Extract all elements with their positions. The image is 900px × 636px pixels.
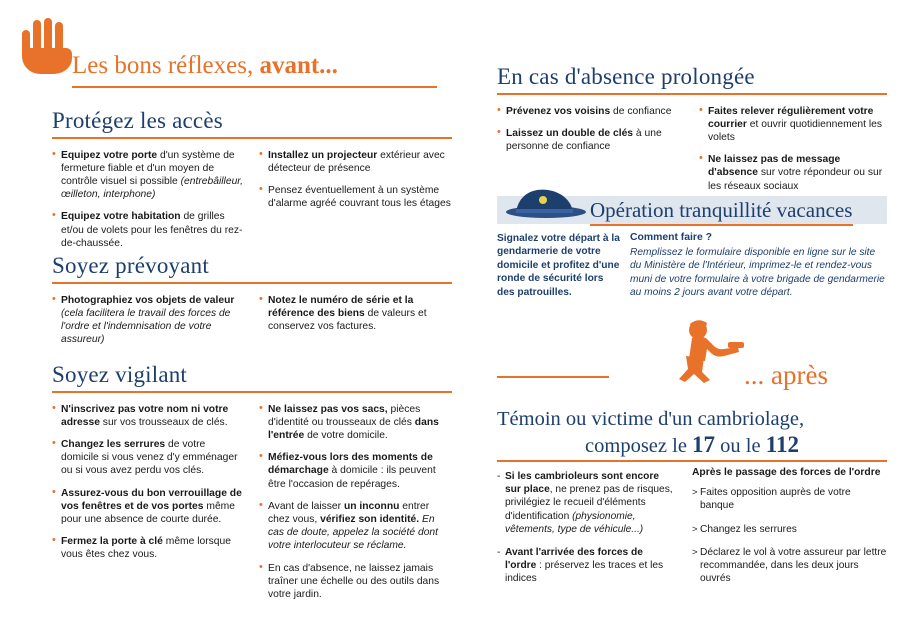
list-item: • Prévenez vos voisins de confiance	[497, 105, 685, 118]
divider	[52, 391, 452, 393]
section-proteger-title: Protégez les accès	[52, 108, 223, 133]
list-item: > Faites opposition auprès de votre banque	[692, 486, 887, 512]
otv-question: Comment faire ?	[630, 232, 712, 243]
banner-title-plain: Les bons réflexes,	[72, 52, 260, 79]
temoin-compose-label: composez le	[585, 435, 693, 457]
list-prevoyant-col2	[259, 294, 452, 334]
gendarme-cap-icon	[503, 182, 589, 222]
list-item: • N'inscrivez pas votre nom ni votre adresse sur vos trousseaux de clés.	[52, 403, 245, 429]
list-item: > Déclarez le vol à votre assureur par lettre recommandée, dans les deux jours ouvrés	[692, 546, 887, 586]
divider	[52, 137, 452, 139]
section-vigilant-title: Soyez vigilant	[52, 362, 188, 387]
temoin-col2-title: Après le passage des forces de l'ordre	[692, 467, 881, 478]
list-item: - Si les cambrioleurs sont encore sur place, ne prenez pas de risques, privilégiez le recueil d'éléments d'identification (physionomie, vêtements, type de véhicule...)	[497, 470, 677, 536]
list-temoin-col1	[497, 470, 677, 586]
otv-left-text: Signalez votre départ à la gendarmerie de votre domicile et profitez d'une ronde de sécurité lors des patrouilles.	[497, 233, 620, 298]
banner-title-bold: avant...	[259, 52, 338, 79]
otv-answer: Remplissez le formulaire disponible en ligne sur le site du Ministère de l'Intérieur, imprimez-le et rendez-vous muni de votre formulaire à votre brigade de gendarmerie au moins 2 jours avant votre départ.	[630, 247, 885, 299]
list-item: > Changez les serrures	[692, 523, 887, 536]
section-prevoyant	[52, 253, 452, 355]
divider	[52, 282, 452, 284]
list-item: • Installez un projecteur extérieur avec détecteur de présence	[259, 149, 452, 175]
list-absence-col1	[497, 105, 685, 154]
list-proteger-col2	[259, 149, 452, 211]
list-proteger-col1	[52, 149, 245, 250]
list-item: • Notez le numéro de série et la référence des biens de valeurs et conservez vos factures.	[259, 294, 452, 334]
list-temoin-col2	[692, 486, 887, 585]
list-item: • Equipez votre porte d'un système de fermeture fiable et d'un moyen de contrôle visuel si possible (entrebâilleur, œilleton, interphone)	[52, 149, 245, 202]
list-item: • Ne laissez pas vos sacs, pièces d'identité ou trousseaux de clés dans l'entrée de votre domicile.	[259, 403, 452, 443]
list-item: • Equipez votre habitation de grilles et/ou de volets pour les fenêtres du rez-de-chaussée.	[52, 210, 245, 250]
list-item: • Changez les serrures de votre domicile si vous venez d'y emménager ou si vous avez perdu vos clés.	[52, 438, 245, 478]
apres-rule	[497, 376, 609, 378]
list-vigilant-col2	[259, 403, 452, 602]
temoin-title-line1: Témoin ou victime d'un cambriolage,	[497, 408, 805, 430]
list-item: • Méfiez-vous lors des moments de démarchage à domicile : ils peuvent être l'occasion de repérages.	[259, 451, 452, 491]
list-item: - Avant l'arrivée des forces de l'ordre : préservez les traces et les indices	[497, 546, 677, 586]
section-proteger	[52, 108, 452, 259]
list-vigilant-col1	[52, 403, 245, 562]
emergency-number-112: 112	[765, 432, 799, 457]
list-item: • Laissez un double de clés à une personne de confiance	[497, 127, 685, 153]
apres-label: ... après	[744, 360, 828, 390]
temoin-col2	[692, 466, 887, 595]
list-absence-col2	[699, 105, 887, 193]
list-item: • Avant de laisser un inconnu entrer chez vous, vérifiez son identité. En cas de doute, appelez la société dont votre interlocuteur se réclame.	[259, 500, 452, 553]
section-absence-title: En cas d'absence prolongée	[497, 64, 755, 89]
otv-title: Opération tranquillité vacances	[590, 198, 853, 222]
emergency-number-17: 17	[692, 432, 716, 457]
temoin-title-line2	[497, 432, 887, 459]
temoin-title	[497, 406, 887, 459]
hand-icon	[18, 18, 76, 74]
list-item: • Ne laissez pas de message d'absence sur votre répondeur ou sur les réseaux sociaux	[699, 153, 887, 193]
banner-title	[72, 52, 338, 80]
otv-right-block	[630, 232, 886, 300]
list-item: • Fermez la porte à clé même lorsque vous êtes chez vous.	[52, 535, 245, 561]
list-item: • En cas d'absence, ne laissez jamais traîner une échelle ou des outils dans votre jardin.	[259, 562, 452, 602]
banner-rule	[72, 86, 437, 88]
list-item: • Faites relever régulièrement votre courrier et ouvrir quotidiennement les volets	[699, 105, 887, 145]
list-item: • Assurez-vous du bon verrouillage de vos fenêtres et de vos portes même pour une absence de courte durée.	[52, 487, 245, 527]
list-item: • Photographiez vos objets de valeur (cela facilitera le travail des forces de l'ordre et l'indemnisation de votre assureur)	[52, 294, 245, 347]
burglar-icon	[668, 318, 748, 384]
divider	[590, 224, 853, 226]
temoin-col1	[497, 470, 677, 596]
section-vigilant	[52, 362, 452, 610]
list-prevoyant-col1	[52, 294, 245, 347]
divider	[497, 460, 887, 462]
section-prevoyant-title: Soyez prévoyant	[52, 253, 209, 278]
list-item: • Pensez éventuellement à un système d'alarme agréé couvrant tous les étages	[259, 184, 452, 210]
temoin-or-label: ou le	[715, 435, 766, 457]
divider	[497, 93, 887, 95]
